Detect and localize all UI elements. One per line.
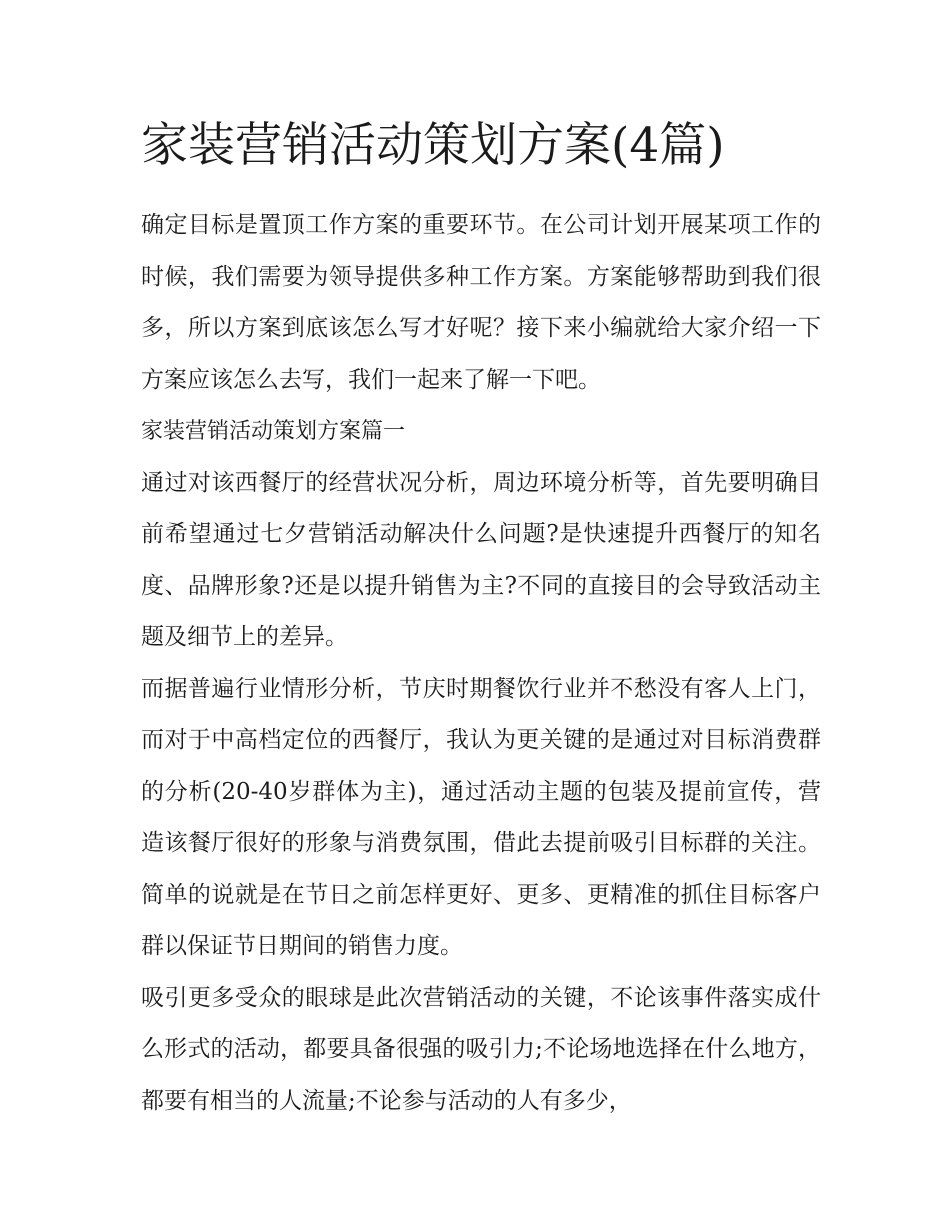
document-title: 家装营销活动策划方案(4篇) [141, 118, 725, 173]
section-heading: 家装营销活动策划方案篇一 [141, 419, 406, 444]
body-paragraph-3: 吸引更多受众的眼球是此次营销活动的关键，不论该事件落实成什么形式的活动，都要具备很强的吸引力;不论场地选择在什么地方，都要有相当的人流量;不论参与活动的人有多少， [141, 984, 821, 1114]
intro-paragraph: 确定目标是置顶工作方案的重要环节。在公司计划开展某项工作的时候，我们需要为领导提供多种工作方案。方案能够帮助到我们很多，所以方案到底该怎么写才好呢？接下来小编就给大家介绍一下方案应该怎么去写，我们一起来了解一下吧。 [141, 212, 821, 393]
body-paragraph-2: 而据普遍行业情形分析，节庆时期餐饮行业并不愁没有客人上门，而对于中高档定位的西餐厅，我认为更关键的是通过对目标消费群的分析(20-40岁群体为主)，通过活动主题的包装及提前宣传，营造该餐厅很好的形象与消费氛围，借此去提前吸引目标群的关注。简单的说就是在节日之前怎样更好、更多、更精准的抓住目标客户群以保证节日期间的销售力度。 [141, 675, 821, 959]
body-paragraph-1: 通过对该西餐厅的经营状况分析，周边环境分析等，首先要明确目前希望通过七夕营销活动解决什么问题?是快速提升西餐厅的知名度、品牌形象?还是以提升销售为主?不同的直接目的会导致活动主题及细节上的差异。 [141, 469, 821, 650]
document-body [141, 200, 821, 1127]
